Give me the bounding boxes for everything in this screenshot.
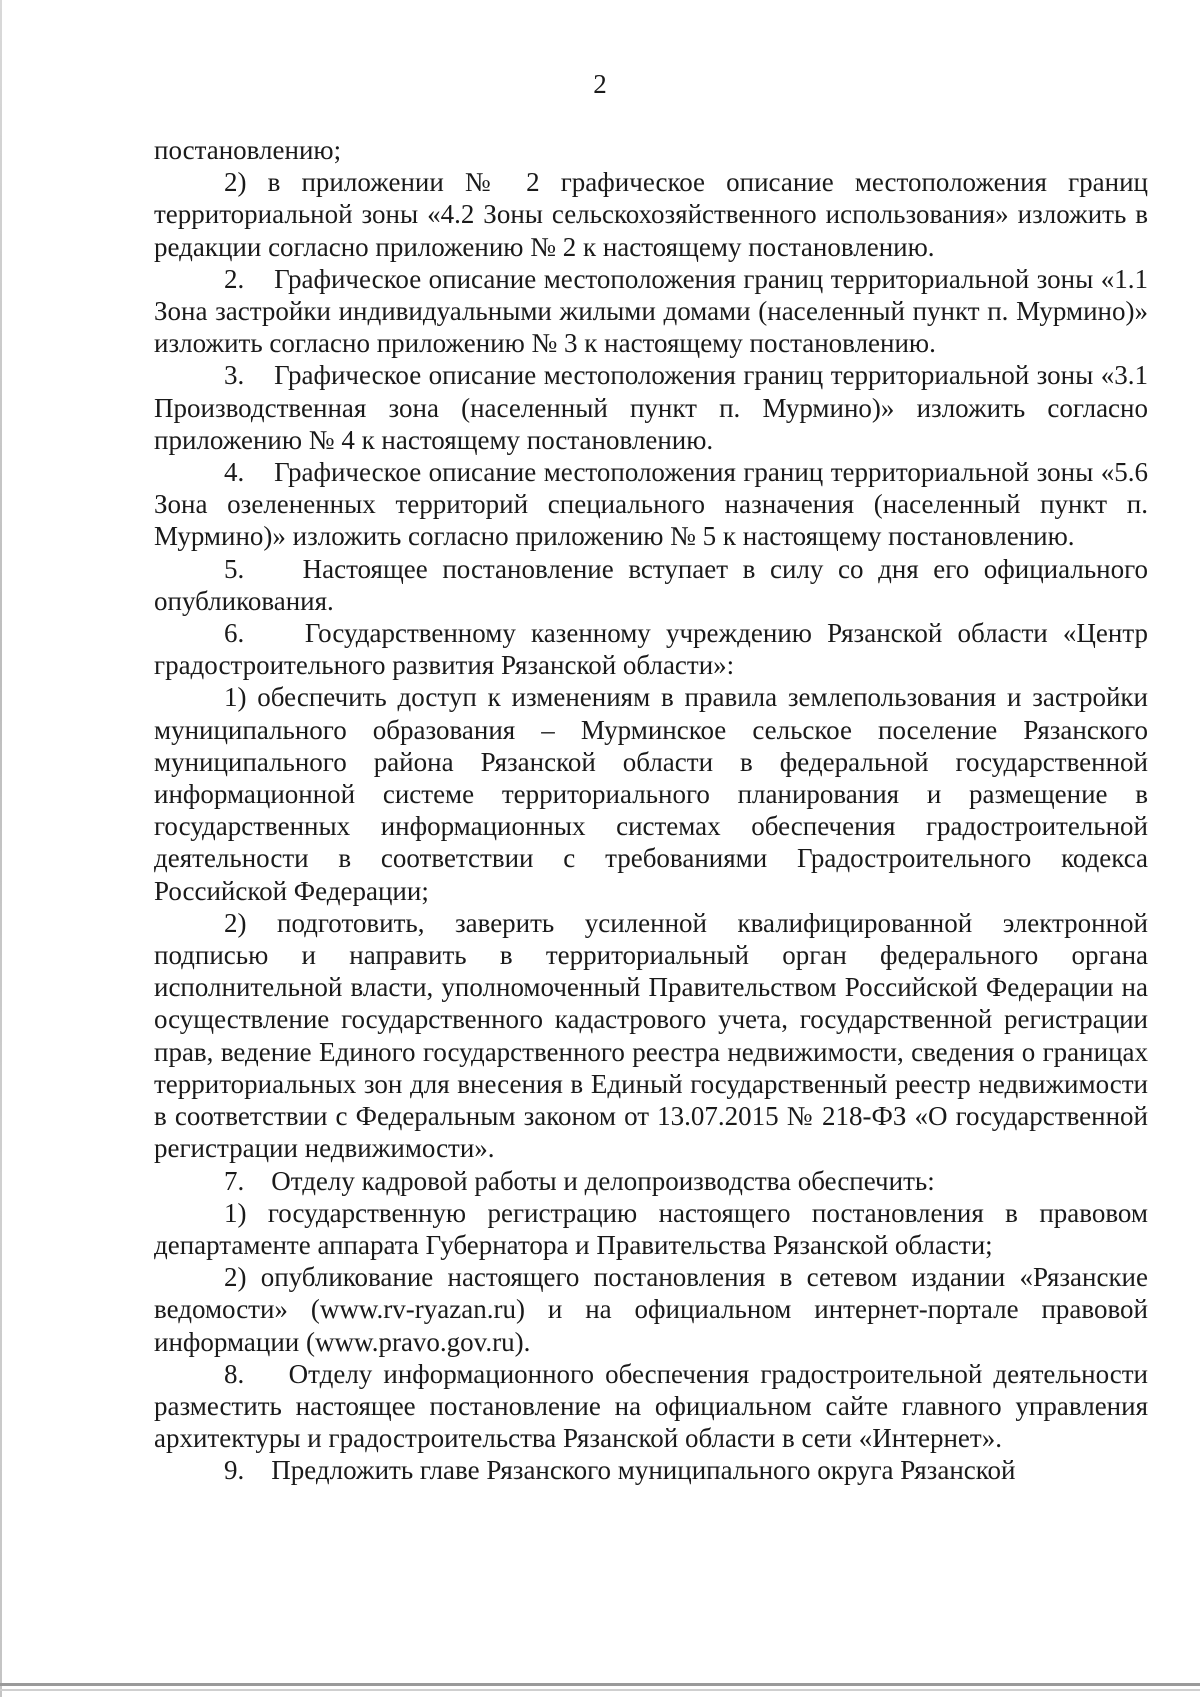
paragraph-item-5: 5. Настоящее постановление вступает в силу со дня его официального опубликования. — [154, 553, 1148, 616]
paragraph-item-9: 9. Предложить главе Рязанского муниципального округа Рязанской — [224, 1455, 1016, 1486]
scan-bottom-edge — [0, 1683, 1200, 1686]
paragraph-item-7-sub-2: 2) опубликование настоящего постановления в сетевом издании «Рязанские ведомости» (www.rv-ryazan.ru) и на официальном интернет-портале правовой информации (www.pravo.gov.ru). — [154, 1262, 1148, 1357]
scan-left-edge — [0, 0, 2, 1697]
paragraph-continuation: постановлению; — [154, 135, 342, 165]
paragraph-item-6-sub-1: 1) обеспечить доступ к изменениям в правила землепользования и застройки муниципального образования – Мурминское сельское поселение Рязанского муниципального района Рязанской области в федеральной государственной информационной системе территориального планирования и размещение в государственных информационных системах обеспечения градостроительной деятельности в соответствии с требованиями Градостроительного кодекса Российской Федерации; — [154, 682, 1148, 906]
paragraph-item-8: 8. Отделу информационного обеспечения градостроительной деятельности разместить настоящее постановление на официальном сайте главного управления архитектуры и градостроительства Рязанской области в сети «Интернет». — [154, 1358, 1148, 1454]
paragraph-subitem-2-annex-2: 2) в приложении № 2 графическое описание местоположения границ территориальной зоны «4.2 Зоны сельскохозяйственного использования» изложить в редакции согласно приложению № 2 к настоящему постановлению. — [154, 167, 1148, 262]
paragraph-item-6-sub-2: 2) подготовить, заверить усиленной квалифицированной электронной подписью и направить в территориальный орган федерального органа исполнительной власти, уполномоченный Правительством Российской Федерации на осуществление государственного кадастрового учета, государственной регистрации прав, ведение Единого государственного реестра недвижимости, сведения о границах территориальных зон для внесения в Единый государственный реестр недвижимости в соответствии с Федеральным законом от 13.07.2015 № 218-ФЗ «О государственной регистрации недвижимости». — [154, 907, 1148, 1164]
page-number: 2 — [593, 69, 607, 99]
scan-bottom-edge-shadow — [0, 1689, 1200, 1691]
document-body — [154, 134, 1148, 1487]
paragraph-item-2: 2. Графическое описание местоположения границ территориальной зоны «1.1 Зона застройки индивидуальными жилыми домами (населенный пункт п. Мурмино)» изложить согласно приложению № 3 к настоящему постановлению. — [154, 263, 1148, 359]
paragraph-item-7-sub-1: 1) государственную регистрацию настоящего постановления в правовом департаменте аппарата Губернатора и Правительства Рязанской области; — [154, 1197, 1148, 1260]
paragraph-item-6: 6. Государственному казенному учреждению Рязанской области «Центр градостроительного развития Рязанской области»: — [154, 618, 1148, 681]
paragraph-item-7: 7. Отделу кадровой работы и делопроизводства обеспечить: — [224, 1165, 935, 1196]
paragraph-item-4: 4. Графическое описание местоположения границ территориальной зоны «5.6 Зона озелененных территорий специального назначения (населенный пункт п. Мурмино)» изложить согласно приложению № 5 к настоящему постановлению. — [154, 457, 1148, 552]
paragraph-item-3: 3. Графическое описание местоположения границ территориальной зоны «3.1 Производственная зона (населенный пункт п. Мурмино)» изложить согласно приложению № 4 к настоящему постановлению. — [154, 360, 1148, 455]
